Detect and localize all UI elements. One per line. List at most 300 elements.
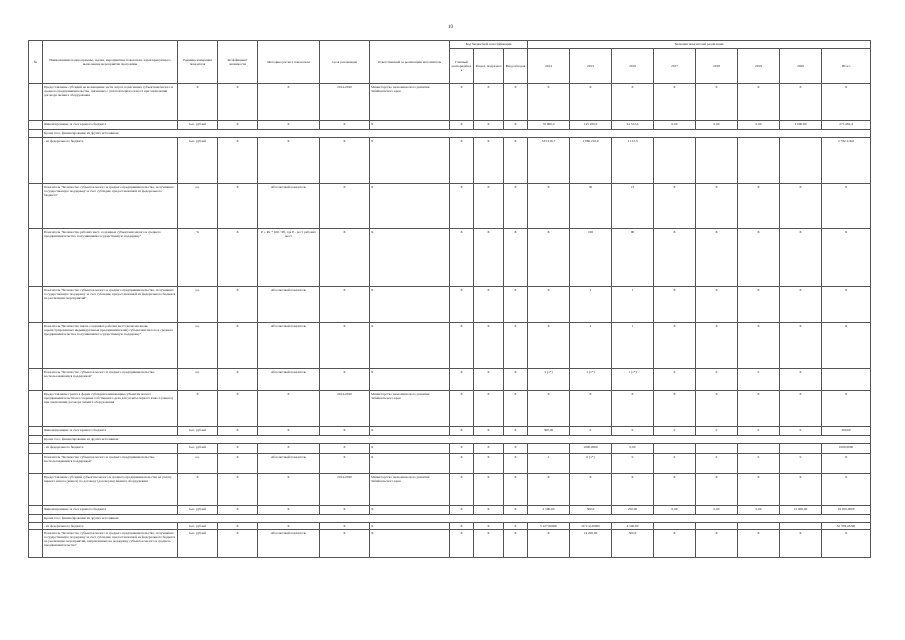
cell-num [29,130,43,138]
cell-value: Х [696,474,738,506]
cell-value: Х [654,391,696,427]
header-year: 2016 [612,49,654,84]
cell-value: 20 512,20000 [570,523,612,530]
cell-value: 300,00 [822,427,871,436]
cell-section: Х [474,506,504,515]
cell-coef: Х [218,138,258,184]
cell-executor: Х [370,427,450,436]
cell-section: Х [474,287,504,323]
cell-value: Х [696,530,738,558]
table-row [29,84,871,121]
cell-deadline: Х [320,184,370,229]
cell-coef: Х [218,444,258,454]
cell-section: Х [474,530,504,558]
cell-num [29,444,43,454]
cell-coef: Х [218,84,258,121]
cell-value: Х [780,287,822,323]
cell-unit: Х [178,84,218,121]
table-row [29,530,871,558]
cell-value: Х [780,530,822,558]
cell-value: Х [528,287,570,323]
cell-value [654,138,696,184]
table-row [29,229,871,287]
cell-section: Х [474,391,504,427]
cell-kvr: Х [504,523,528,530]
cell-value: Х [528,184,570,229]
cell-value: 1 112,3 [612,138,654,184]
cell-value: Х [528,530,570,558]
cell-kvr: Х [504,323,528,369]
header-method: Методика расчета показателя [258,41,320,84]
cell-coef: Х [218,323,258,369]
cell-value [822,369,871,391]
cell-deadline: Х [320,506,370,515]
cell-value: 61 512,4 [612,121,654,130]
cell-name: Показатель "Количество субъектов малого и среднего предпринимательства, получивших государственную поддержку за счет субсидии, предоставленной из федерального бюджета на реализацию мероприятий, направленных на поддержку субъектов малого и среднего предпринимательства" [43,530,178,558]
cell-value: Х [696,391,738,427]
cell-kvr: Х [504,454,528,474]
cell-executor: Х [370,530,450,558]
cell-unit: тыс. рублей [178,138,218,184]
cell-unit: ед. [178,184,218,229]
cell-value: 15 [612,184,654,229]
table-row [29,138,871,184]
cell-value: Х [654,323,696,369]
cell-name: Показатель "Количество субъектов малого и среднего предпринимательства, получивших государственную поддержку за счет субсидии, предоставленной из федерального бюджета" [43,184,178,229]
cell-value: Х [612,84,654,121]
cell-value: Х [822,287,871,323]
cell-unit: Х [178,474,218,506]
cell-value: Х [780,323,822,369]
header-deadline: Срок реализации [320,41,370,84]
cell-value: Х [528,84,570,121]
table-row [29,287,871,323]
cell-value: 0,00 [654,121,696,130]
cell-value: Х [612,474,654,506]
cell-value: 5 (1*) [528,369,570,391]
header-coef: Коэффициент значимости [218,41,258,84]
cell-name: Показатель "Количество вновь созданных рабочих мест (включая вновь зарегистрированных индивидуальных предпринимателей) субъектами малого и среднего предпринимательства, получившими государственную поддержку" [43,323,178,369]
header-values-group: Значения показателей реализации [528,41,871,49]
cell-value: 2 000,00 [780,121,822,130]
cell-value [528,444,570,454]
cell-executor: Х [370,454,450,474]
cell-value: Х [654,84,696,121]
cell-value: 300,00 [528,427,570,436]
cell-unit: ед. [178,323,218,369]
cell-value: 145 200,0 [570,121,612,130]
cell-value: Х [570,84,612,121]
cell-value: 1 [612,287,654,323]
cell-value: 1 [612,323,654,369]
cell-value: 0 [696,427,738,436]
cell-value [738,444,780,454]
cell-kvr: Х [504,121,528,130]
cell-kvr: Х [504,530,528,558]
cell-section-note: Кроме того, финансирование из других источников: [43,130,871,138]
cell-coef: Х [218,391,258,427]
cell-value: Х [654,474,696,506]
table-row [29,444,871,454]
cell-grbs: Х [450,287,474,323]
header-section: Раздел, подраздел [474,49,504,84]
cell-value: Х [822,323,871,369]
cell-deadline: Х [320,523,370,530]
cell-grbs: Х [450,391,474,427]
cell-kvr: Х [504,427,528,436]
cell-section: Х [474,444,504,454]
cell-num [29,436,43,444]
cell-value: Х [654,530,696,558]
cell-value: Х [570,391,612,427]
cell-value: 0 [696,369,738,391]
cell-value: 19 050,0000 [822,506,871,515]
cell-kvr: Х [504,138,528,184]
cell-value: 0 [696,454,738,474]
cell-value [654,444,696,454]
cell-method: Х [258,391,320,427]
cell-coef: Х [218,369,258,391]
cell-value: 535 016,7 [528,138,570,184]
cell-value: Х [738,287,780,323]
cell-grbs: Х [450,323,474,369]
cell-name: Показатель "Количество субъектов малого и среднего предпринимательства, воспользовавшихся поддержкой" [43,369,178,391]
cell-value: 1 960 210,0 [570,138,612,184]
cell-value: 0 [612,454,654,474]
cell-value [780,444,822,454]
cell-value: 0 [654,454,696,474]
cell-section: Х [474,427,504,436]
cell-deadline: Х [320,323,370,369]
cell-coef: Х [218,454,258,474]
cell-value: 1 (1*) [570,369,612,391]
cell-unit: ед. [178,369,218,391]
cell-coef: Х [218,229,258,287]
cell-method: Абсолютный показатель [258,454,320,474]
cell-deadline: Х [320,229,370,287]
cell-coef: Х [218,121,258,130]
cell-value: Х [528,323,570,369]
cell-value [738,523,780,530]
table-row [29,184,871,229]
cell-unit: Х [178,391,218,427]
cell-num [29,323,43,369]
cell-value: Х [780,229,822,287]
cell-value: 0,00 [696,506,738,515]
cell-deadline: Х [320,427,370,436]
cell-value: Х [696,84,738,121]
cell-num [29,121,43,130]
page-number: 10 [448,25,453,30]
cell-value: Х [528,474,570,506]
cell-section: Х [474,474,504,506]
cell-method: Абсолютный показатель [258,323,320,369]
cell-value [696,523,738,530]
cell-deadline: Х [320,454,370,474]
cell-value: Х [822,454,871,474]
cell-value: 14 220,00 [570,530,612,558]
cell-executor: Х [370,138,450,184]
cell-grbs: Х [450,138,474,184]
cell-deadline: Х [320,444,370,454]
cell-deadline: 2014-2020 [320,84,370,121]
table-row [29,523,871,530]
cell-kvr: Х [504,391,528,427]
cell-num [29,287,43,323]
cell-value: 0,00 [738,121,780,130]
cell-executor: Х [370,523,450,530]
cell-value: 0 [738,427,780,436]
header-year: 2017 [654,49,696,84]
cell-grbs: Х [450,523,474,530]
table-row [29,474,871,506]
cell-grbs: Х [450,444,474,454]
cell-value: 32 339,43200 [822,523,871,530]
cell-coef: Х [218,427,258,436]
cell-method: Абсолютный показатель [258,184,320,229]
cell-kvr: Х [504,444,528,454]
cell-section-note: Кроме того, финансирование из других источников: [43,436,871,444]
cell-value: 0 [738,454,780,474]
header-budget-group: Код бюджетной классификации [450,41,528,49]
cell-value: Х [696,287,738,323]
cell-value [780,138,822,184]
cell-value: 70 000,0 [528,121,570,130]
cell-kvr: Х [504,506,528,515]
cell-name: Показатель "Количество субъектов малого и среднего предпринимательства, получивших государственную поддержку за счет субсидии, предоставленной из федерального бюджета на реализацию мероприятий" [43,287,178,323]
cell-executor: Министерство экономического развития Забайкальского края [370,84,450,121]
cell-value: Х [528,229,570,287]
cell-value: Х [780,184,822,229]
cell-section: Х [474,523,504,530]
cell-kvr: Х [504,474,528,506]
cell-value: 0 [780,427,822,436]
cell-num [29,530,43,558]
cell-deadline: Х [320,530,370,558]
cell-value: 90 [612,229,654,287]
cell-value: 1 [528,454,570,474]
cell-value: 0 [570,427,612,436]
cell-executor: Х [370,369,450,391]
cell-value [696,444,738,454]
cell-executor: Х [370,506,450,515]
cell-value: 100 [570,229,612,287]
cell-grbs: Х [450,427,474,436]
table-row [29,323,871,369]
header-executor: Ответственный за реализацию исполнитель [370,41,450,84]
cell-value: Х [780,84,822,121]
cell-value: 2 [570,323,612,369]
header-name: Наименование подпрограммы, задачи, мероприятия, показателя, характеризующего выполнение мероприятия программы [43,41,178,84]
cell-coef: Х [218,523,258,530]
cell-name: - из федерального бюджета [43,523,178,530]
cell-method: Х [258,506,320,515]
cell-value: Х [654,229,696,287]
header-year: 2018 [696,49,738,84]
table-row [29,506,871,515]
cell-value: Х [780,369,822,391]
cell-value: 30 [570,184,612,229]
cell-grbs: Х [450,506,474,515]
header-year: 2020 [780,49,822,84]
cell-value: Х [654,287,696,323]
cell-value: 0,00 [738,506,780,515]
cell-unit: тыс. рублей [178,530,218,558]
table-row [29,436,871,444]
cell-unit: тыс. рублей [178,427,218,436]
cell-num [29,391,43,427]
cell-deadline: 2014-2020 [320,474,370,506]
table-row [29,121,871,130]
cell-deadline: Х [320,121,370,130]
cell-unit: тыс. рублей [178,444,218,454]
cell-value: Х [822,530,871,558]
cell-name: Предоставление субсидий на возмещение части затрат, понесенных субъектами малого и среднего предпринимательства, связанных с уплатой первого взноса при заключении договора лизинга оборудования [43,84,178,121]
program-table-container [28,40,870,548]
cell-method: Х [258,444,320,454]
cell-value: Х [822,229,871,287]
cell-value: 271 482,4 [822,121,871,130]
cell-name: Финансирование за счет краевого бюджета [43,506,178,515]
cell-value: 250,00 [612,506,654,515]
cell-value: Х [528,391,570,427]
cell-value: Х [696,184,738,229]
cell-value: Х [738,391,780,427]
cell-executor: Х [370,229,450,287]
cell-section: Х [474,84,504,121]
cell-section: Х [474,369,504,391]
cell-name: Показатель "Количество рабочих мест, созданных субъектами малого и среднего предпринимательства, получившими государственную поддержку" [43,229,178,287]
cell-method: Х [258,138,320,184]
cell-value [780,523,822,530]
cell-name: - из федерального бюджета [43,138,178,184]
table-row [29,130,871,138]
cell-value: 0,00 [696,121,738,130]
cell-section: Х [474,184,504,229]
cell-value: 2 782 216,0 [822,138,871,184]
cell-kvr: Х [504,84,528,121]
header-year: 2019 [738,49,780,84]
cell-value: Х [696,229,738,287]
cell-value: 15 000,00 [780,506,822,515]
cell-executor: Х [370,184,450,229]
cell-executor: Х [370,287,450,323]
cell-value: 0 [654,369,696,391]
cell-value: Х [822,474,871,506]
cell-unit: ед. [178,454,218,474]
cell-value: Х [822,184,871,229]
cell-unit: тыс. рублей [178,121,218,130]
cell-grbs: Х [450,84,474,121]
table-row [29,391,871,427]
cell-grbs: Х [450,474,474,506]
program-indicators-table [28,40,871,558]
cell-num [29,427,43,436]
cell-grbs: Х [450,121,474,130]
cell-executor: Х [370,323,450,369]
cell-unit: % [178,229,218,287]
cell-kvr: Х [504,229,528,287]
cell-section: Х [474,138,504,184]
cell-value: 1000,0000 [570,444,612,454]
cell-value: 0 [612,427,654,436]
cell-value: Х [780,474,822,506]
cell-value: Х [738,323,780,369]
cell-value: Х [612,391,654,427]
cell-value [738,138,780,184]
cell-unit: тыс. рублей [178,523,218,530]
cell-num [29,369,43,391]
cell-value: Х [822,84,871,121]
cell-value: Х [738,84,780,121]
cell-method: Абсолютный показатель [258,287,320,323]
cell-value: Х [654,184,696,229]
cell-value: 0 [780,454,822,474]
cell-value: 0,00 [654,506,696,515]
header-year: 2014 [528,49,570,84]
cell-coef: Х [218,184,258,229]
cell-kvr: Х [504,287,528,323]
cell-num [29,523,43,530]
cell-unit: ед. [178,287,218,323]
cell-coef: Х [218,287,258,323]
cell-num [29,138,43,184]
cell-name: Предоставление гранта в форме субсидии начинающим субъектам малого предпринимательства на создание собственного дела для уплаты первого взноса (аванса) при заключении договора лизинга оборудования [43,391,178,427]
header-grbs: Главный распорядитель [450,49,474,84]
cell-value: 0 [654,427,696,436]
table-row [29,427,871,436]
cell-value: 1000,0000 [822,444,871,454]
cell-coef: Х [218,506,258,515]
cell-method: Х [258,121,320,130]
cell-num [29,515,43,523]
cell-coef: Х [218,474,258,506]
cell-name: Показатель "Количество субъектов малого и среднего предпринимательства, воспользовавшихся поддержкой" [43,454,178,474]
cell-value: Х [822,391,871,427]
cell-value: 0 [738,369,780,391]
cell-num [29,184,43,229]
cell-value: 6 (1*) [570,454,612,474]
cell-value: Х [570,474,612,506]
cell-executor: Министерство экономического развития Забайкальского края [370,391,450,427]
cell-kvr: Х [504,369,528,391]
cell-method: Х [258,84,320,121]
cell-deadline: Х [320,287,370,323]
cell-value: 4 590,00 [612,523,654,530]
cell-value [654,523,696,530]
header-year: Итого [822,49,871,84]
cell-num [29,84,43,121]
cell-value: Х [738,474,780,506]
cell-value: 500,0 [612,530,654,558]
cell-section: Х [474,229,504,287]
cell-grbs: Х [450,530,474,558]
header-kvr: Вид расходов [504,49,528,84]
cell-unit: тыс. рублей [178,506,218,515]
cell-value: Х [780,391,822,427]
cell-name: Предоставление субсидий субъектам малого и среднего предпринимательства на уплату первого взноса (аванса) по договору (договорам) лизинга оборудования [43,474,178,506]
cell-method: Абсолютный показатель [258,530,320,558]
cell-deadline: Х [320,138,370,184]
table-row [29,369,871,391]
cell-name: Финансирование за счет краевого бюджета [43,121,178,130]
cell-value [696,138,738,184]
cell-num [29,229,43,287]
cell-name: Финансирование за счет краевого бюджета [43,427,178,436]
cell-deadline: 2014-2020 [320,391,370,427]
cell-value: Х [696,323,738,369]
cell-value: 5 227,00000 [528,523,570,530]
